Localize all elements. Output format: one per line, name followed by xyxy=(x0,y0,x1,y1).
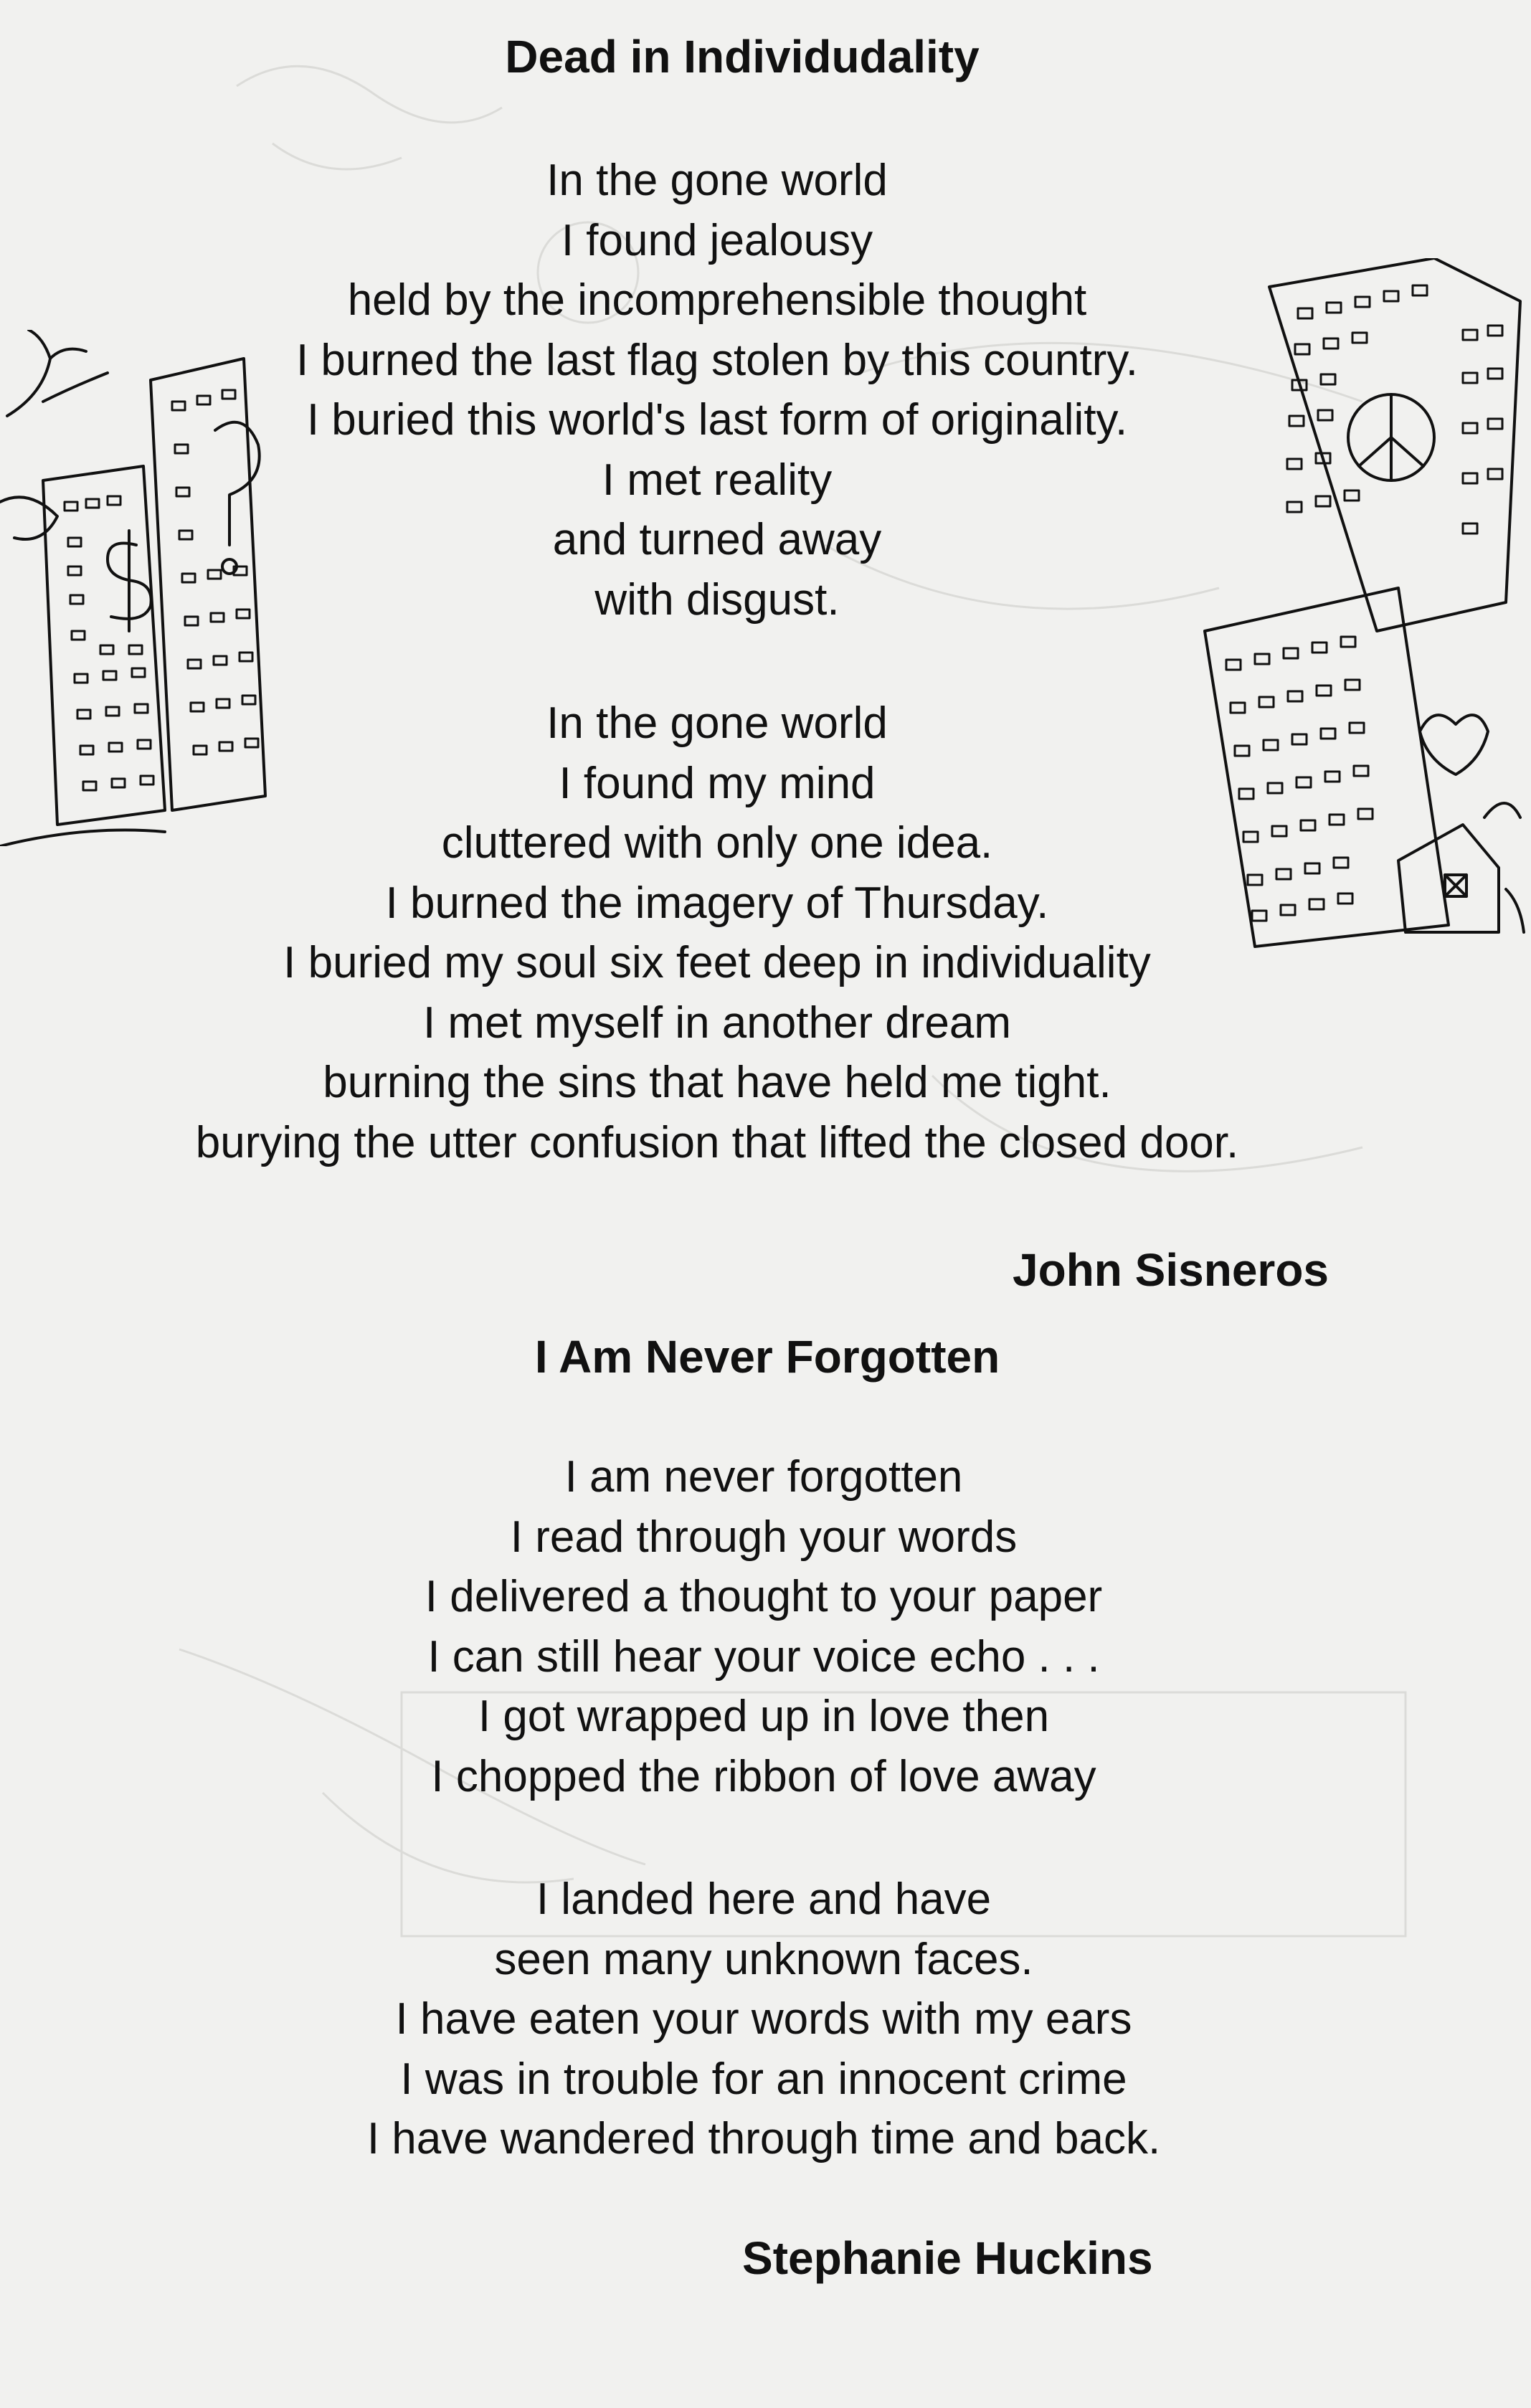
poem-author: Stephanie Huckins xyxy=(742,2232,1153,2284)
poem-title: I Am Never Forgotten xyxy=(534,1331,1000,1383)
poem-line: In the gone world xyxy=(546,156,888,205)
poem-line: I buried my soul six feet deep in individuality xyxy=(283,938,1151,987)
poem-line: I met myself in another dream xyxy=(422,997,1012,1048)
poem-author: John Sisneros xyxy=(1013,1244,1329,1296)
poem-stanza xyxy=(0,151,1434,630)
poem-stanza xyxy=(0,1869,1527,2169)
poem-line: I chopped the ribbon of love away xyxy=(431,1751,1096,1801)
poem-title: Dead in Individudality xyxy=(505,31,980,82)
poem-line: I have eaten your words with my ears xyxy=(395,1994,1132,2044)
poem-line: I am never forgotten xyxy=(564,1452,963,1502)
poem-line: I met reality xyxy=(602,455,833,505)
poem-line: I got wrapped up in love then xyxy=(478,1692,1050,1741)
poem-line: I have wandered through time and back. xyxy=(366,2114,1161,2163)
poem-line: I can still hear your voice echo . . . xyxy=(427,1631,1100,1682)
poem-line: I read through your words xyxy=(510,1512,1018,1562)
poem-line: In the gone world xyxy=(546,698,888,748)
poem-line: I found jealousy xyxy=(561,215,873,265)
poem-line: cluttered with only one idea. xyxy=(441,818,993,868)
poem-line: I found my mind xyxy=(559,758,876,808)
poem-line: seen many unknown faces. xyxy=(494,1934,1033,1984)
poem-stanza xyxy=(0,1447,1527,1806)
poem-line: burning the sins that have held me tight. xyxy=(323,1058,1111,1107)
poem-line: I burned the last flag stolen by this country. xyxy=(295,335,1139,385)
poem-line: I burned the imagery of Thursday. xyxy=(385,878,1049,928)
poem-line: I delivered a thought to your paper xyxy=(425,1572,1103,1621)
poem-stanza xyxy=(0,693,1434,1172)
poem-line: and turned away xyxy=(552,515,882,564)
poem-line: I was in trouble for an innocent crime xyxy=(400,2054,1127,2104)
poem-line: held by the incomprehensible thought xyxy=(347,275,1087,325)
poem-line: I buried this world's last form of originality. xyxy=(306,395,1128,445)
poem-line: I landed here and have xyxy=(536,1874,992,1924)
poem-line: burying the utter confusion that lifted the closed door. xyxy=(195,1117,1239,1167)
poem-line: with disgust. xyxy=(594,574,840,625)
